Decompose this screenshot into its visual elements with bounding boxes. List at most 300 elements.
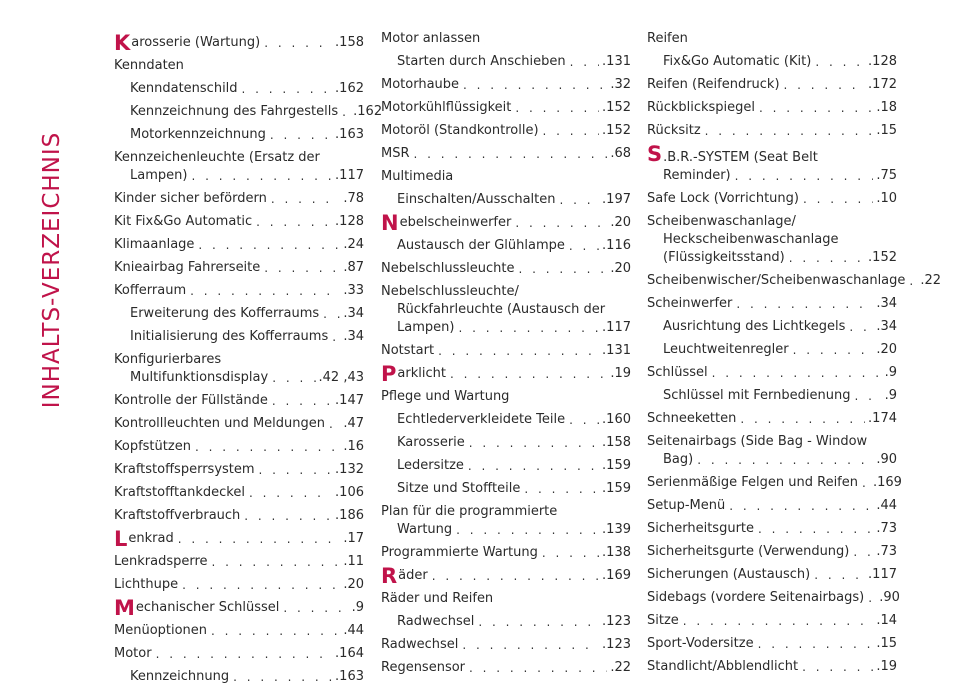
index-entry[interactable]: [381, 480, 631, 498]
entry-line: [647, 410, 897, 428]
index-entry[interactable]: [381, 590, 631, 608]
entry-label: Rücksitz: [647, 123, 701, 138]
page-number: .16: [343, 439, 364, 454]
entry-label: Kopfstützen: [114, 439, 191, 454]
entry-label: Sport-Vodersitze: [647, 636, 754, 651]
page-number: .159: [602, 481, 631, 496]
page-number: .15: [876, 123, 897, 138]
page-number: .163: [335, 127, 364, 142]
index-entry[interactable]: [114, 645, 364, 663]
entry-line: [114, 622, 364, 640]
page-number: .18: [876, 100, 897, 115]
entry-prefix: Nebelschlussleuchte/: [381, 284, 519, 299]
entry-line: [647, 387, 897, 405]
entry-label: Kontrollleuchten und Meldungen: [114, 416, 326, 431]
dot-leader: [329, 415, 340, 433]
index-entry[interactable]: [381, 76, 631, 94]
index-entry[interactable]: [114, 415, 364, 433]
entry-label: Kraftstoffsperrsystem: [114, 462, 255, 477]
entry-prefix: Seitenairbags (Side Bag - Window: [647, 434, 868, 449]
page-number: .152: [868, 250, 897, 265]
page-number: .117: [335, 168, 364, 183]
index-entry[interactable]: [647, 387, 897, 405]
index-entry[interactable]: [647, 364, 897, 382]
page-number: .34: [876, 319, 897, 334]
entry-line: [114, 507, 364, 525]
entry-line: [381, 613, 631, 631]
index-column-3: [647, 30, 942, 681]
page-number: .9: [884, 365, 897, 380]
index-entry[interactable]: [381, 237, 631, 255]
index-entry[interactable]: [381, 191, 631, 209]
entry-line: [647, 474, 902, 492]
entry-label: Schlüssel mit Fernbedienung: [663, 388, 851, 403]
index-entry[interactable]: [647, 612, 897, 630]
page-number: .174: [868, 411, 897, 426]
index-entry[interactable]: [647, 543, 897, 561]
entry-line: [381, 388, 631, 406]
dot-leader: [515, 214, 607, 232]
page-number: .73: [876, 521, 897, 536]
entry-label: Multimedia: [381, 169, 454, 184]
entry-label: Kraftstoffverbrauch: [114, 508, 241, 523]
entry-label: Reminder): [663, 168, 731, 183]
index-entry[interactable]: [114, 282, 364, 300]
page-number: .22: [920, 273, 942, 288]
section-letter: S: [647, 142, 663, 166]
entry-prefix-2: Rückfahrleuchte (Austausch der: [397, 302, 606, 317]
index-entry[interactable]: [381, 168, 631, 186]
index-entry[interactable]: [381, 260, 631, 278]
entry-label: Karosserie: [397, 435, 465, 450]
entry-label: Motorkühlflüssigkeit: [381, 100, 512, 115]
dot-leader: [793, 341, 874, 359]
index-entry[interactable]: [114, 126, 364, 144]
page-number: .158: [602, 435, 631, 450]
dot-leader: [272, 392, 332, 410]
dot-leader: [462, 636, 599, 654]
dot-leader: [683, 612, 874, 630]
entry-line: [114, 392, 364, 410]
index-entry[interactable]: [647, 76, 897, 94]
page-number: .139: [602, 522, 631, 537]
section-letter: R: [381, 564, 398, 588]
side-title-text: INHALTS-VERZEICHNIS: [39, 131, 65, 409]
index-entry[interactable]: [647, 566, 897, 584]
entry-line: [647, 272, 942, 290]
index-entry[interactable]: [114, 190, 364, 208]
page-number: .20: [610, 215, 631, 230]
dot-leader: [198, 236, 340, 254]
page-number: .172: [868, 77, 897, 92]
entry-label: Sitze: [647, 613, 679, 628]
entry-label: Radwechsel: [397, 614, 475, 629]
index-entry[interactable]: [381, 564, 631, 588]
entry-line: [381, 168, 631, 186]
dot-leader: [450, 365, 607, 383]
entry-label: Radwechsel: [381, 637, 459, 652]
entry-line: [647, 76, 897, 94]
page-number: .128: [868, 54, 897, 69]
entry-line: [381, 434, 631, 452]
index-entry[interactable]: [114, 351, 364, 387]
index-entry[interactable]: [381, 503, 631, 539]
index-entry[interactable]: [114, 668, 364, 686]
entry-label: Programmierte Wartung: [381, 545, 538, 560]
entry-label: Einschalten/Ausschalten: [397, 192, 556, 207]
page-number: .15: [876, 636, 897, 651]
index-entry[interactable]: [381, 544, 631, 562]
index-entry[interactable]: [647, 122, 897, 140]
index-column-2: [381, 30, 631, 682]
entry-prefix: Konfigurierbares: [114, 352, 222, 367]
index-entry[interactable]: [381, 636, 631, 654]
page-number: .138: [602, 545, 631, 560]
index-entry[interactable]: [114, 80, 364, 98]
page-number: .44: [876, 498, 897, 513]
entry-label: Kennzeichnung: [130, 669, 230, 684]
entry-line: [114, 126, 364, 144]
entry-line: [114, 596, 364, 620]
entry-label: Notstart: [381, 343, 435, 358]
dot-leader: [438, 342, 599, 360]
page-number: .147: [335, 393, 364, 408]
entry-label: Sidebags (vordere Seitenairbags): [647, 590, 865, 605]
dot-leader: [705, 122, 874, 140]
entry-label: Räder und Reifen: [381, 591, 494, 606]
page-number: .34: [343, 306, 364, 321]
dot-leader: [758, 635, 874, 653]
entry-label: Wartung: [397, 522, 453, 537]
dot-leader: [178, 530, 341, 548]
dot-leader: [515, 99, 599, 117]
entry-line: [647, 53, 897, 71]
entry-label: arosserie (Wartung): [131, 35, 261, 50]
entry-line: [647, 364, 897, 382]
index-entry[interactable]: [647, 295, 897, 313]
page-number: .197: [602, 192, 631, 207]
index-entry[interactable]: [114, 527, 364, 551]
dot-leader: [264, 259, 340, 277]
entry-prefix-2: Heckscheibenwaschanlage: [663, 232, 839, 247]
index-entry[interactable]: [381, 30, 631, 48]
entry-line: [381, 362, 631, 386]
index-entry[interactable]: [114, 57, 364, 75]
index-entry[interactable]: [647, 589, 900, 607]
dot-leader: [849, 318, 873, 336]
entry-line: [114, 190, 364, 208]
section-letter: L: [114, 527, 128, 551]
dot-leader: [524, 480, 599, 498]
index-entry[interactable]: [647, 272, 942, 290]
entry-line: [381, 76, 631, 94]
page-number: .47: [343, 416, 364, 431]
entry-line: [114, 553, 364, 571]
entry-label: Reifen: [647, 31, 688, 46]
dot-leader: [332, 328, 340, 346]
dot-leader: [272, 369, 315, 387]
index-entry[interactable]: [114, 461, 364, 479]
index-entry[interactable]: [381, 457, 631, 475]
entry-prefix: Scheibenwaschanlage/: [647, 214, 796, 229]
dot-leader: [195, 438, 340, 456]
index-entry[interactable]: [647, 474, 902, 492]
entry-line: [381, 590, 631, 608]
index-entry[interactable]: [114, 553, 364, 571]
index-entry[interactable]: [114, 305, 364, 323]
entry-line: [114, 645, 364, 663]
entry-label: arklicht: [397, 366, 446, 381]
entry-label: Scheinwerfer: [647, 296, 733, 311]
page-number: .22: [610, 660, 631, 675]
page-number: .90: [879, 590, 900, 605]
index-entry[interactable]: [381, 434, 631, 452]
entry-line: [647, 318, 897, 336]
dot-leader: [736, 295, 873, 313]
page-number: .73: [876, 544, 897, 559]
entry-label: Serienmäßige Felgen und Reifen: [647, 475, 858, 490]
index-entry[interactable]: [381, 145, 631, 163]
index-entry[interactable]: [647, 213, 897, 267]
index-entry[interactable]: [114, 622, 364, 640]
entry-line: [114, 80, 364, 98]
page-number: .132: [335, 462, 364, 477]
entry-label: Safe Lock (Vorrichtung): [647, 191, 799, 206]
index-entry[interactable]: [114, 236, 364, 254]
page-number: .20: [876, 342, 897, 357]
index-entry[interactable]: [114, 259, 364, 277]
dot-leader: [211, 622, 340, 640]
index-entry[interactable]: [647, 190, 897, 208]
page-number: .152: [602, 100, 631, 115]
entry-line: [381, 99, 631, 117]
dot-leader: [712, 364, 882, 382]
dot-leader: [560, 191, 600, 209]
dot-leader: [323, 305, 340, 323]
entry-label: Motorhaube: [381, 77, 460, 92]
entry-line: [647, 635, 897, 653]
page-number: .19: [876, 659, 897, 674]
dot-leader: [271, 190, 340, 208]
index-entry[interactable]: [114, 213, 364, 231]
index-entry[interactable]: [647, 635, 897, 653]
entry-line: [114, 527, 364, 551]
index-column-1: [114, 30, 383, 691]
page-number: .123: [602, 614, 631, 629]
dot-leader: [542, 544, 599, 562]
dot-leader: [259, 461, 333, 479]
dot-leader: [156, 645, 332, 663]
dot-leader: [432, 567, 599, 585]
index-entry[interactable]: [647, 99, 897, 117]
dot-leader: [270, 126, 332, 144]
index-entry[interactable]: [114, 31, 364, 55]
page-number: .34: [343, 329, 364, 344]
index-entry[interactable]: [114, 328, 364, 346]
dot-leader: [740, 410, 865, 428]
index-entry[interactable]: [381, 283, 631, 337]
page-number: .44: [343, 623, 364, 638]
dot-leader: [469, 659, 607, 677]
entry-line: [114, 415, 364, 433]
entry-line: [381, 30, 631, 48]
page-number: .11: [343, 554, 364, 569]
entry-label: Kofferraum: [114, 283, 187, 298]
page-number: .42 ,43: [318, 370, 364, 385]
index-entry[interactable]: [381, 388, 631, 406]
entry-line: [114, 236, 364, 254]
index-entry[interactable]: [381, 122, 631, 140]
entry-line: [647, 566, 897, 584]
index-entry[interactable]: [647, 433, 897, 469]
entry-line: [647, 520, 897, 538]
entry-label: Nebelschlussleuchte: [381, 261, 515, 276]
entry-line: [647, 30, 897, 48]
entry-prefix: Plan für die programmierte: [381, 504, 558, 519]
dot-leader: [697, 451, 873, 469]
entry-line: [381, 211, 631, 235]
dot-leader: [543, 122, 600, 140]
dot-leader: [735, 167, 874, 185]
page-number: .162: [353, 104, 383, 119]
dot-leader: [212, 553, 341, 571]
entry-label: Lenkradsperre: [114, 554, 208, 569]
page-number: .20: [343, 577, 364, 592]
index-entry[interactable]: [114, 392, 364, 410]
page-number: .152: [602, 123, 631, 138]
entry-line: [647, 249, 897, 267]
entry-line: [114, 484, 364, 502]
entry-line: [114, 328, 364, 346]
index-entry[interactable]: [381, 411, 631, 429]
index-entry[interactable]: [114, 576, 364, 594]
index-entry[interactable]: [647, 520, 897, 538]
entry-label: Lichthupe: [114, 577, 179, 592]
entry-line: [381, 480, 631, 498]
entry-prefix: Kennzeichenleuchte (Ersatz der: [114, 150, 320, 165]
dot-leader: [814, 566, 865, 584]
index-entry[interactable]: [647, 341, 897, 359]
index-entry[interactable]: [381, 342, 631, 360]
entry-line: [647, 543, 897, 561]
index-entry[interactable]: [647, 318, 897, 336]
index-entry[interactable]: [381, 613, 631, 631]
entry-line: [114, 57, 364, 75]
page-number: .164: [335, 646, 364, 661]
page-number: .10: [876, 191, 897, 206]
index-entry[interactable]: [381, 53, 631, 71]
page-number: .117: [602, 320, 631, 335]
page-number: .32: [610, 77, 631, 92]
index-entry[interactable]: [647, 142, 897, 185]
entry-label: Kenndatenschild: [130, 81, 238, 96]
index-entry[interactable]: [381, 362, 631, 386]
entry-label: ebelscheinwerfer: [399, 215, 512, 230]
entry-label: enkrad: [128, 531, 174, 546]
dot-leader: [802, 658, 873, 676]
dot-leader: [264, 34, 332, 52]
entry-label: Sicherungen (Austausch): [647, 567, 811, 582]
index-entry[interactable]: [647, 30, 897, 48]
entry-label: Pflege und Wartung: [381, 389, 510, 404]
index-entry[interactable]: [114, 149, 364, 185]
entry-label: Ausrichtung des Lichtkegels: [663, 319, 846, 334]
entry-label: Lampen): [130, 168, 188, 183]
entry-label: Ledersitze: [397, 458, 464, 473]
entry-label: Sicherheitsgurte: [647, 521, 755, 536]
entry-label: (Flüssigkeitsstand): [663, 250, 785, 265]
page-number: .117: [868, 567, 897, 582]
dot-leader: [191, 167, 332, 185]
index-entry[interactable]: [381, 659, 631, 677]
dot-leader: [283, 599, 348, 617]
entry-label: Kenndaten: [114, 58, 184, 73]
page-number: .9: [884, 388, 897, 403]
dot-leader: [569, 237, 599, 255]
entry-label: Regensensor: [381, 660, 466, 675]
page-number: .19: [610, 366, 631, 381]
dot-leader: [570, 53, 599, 71]
entry-label: Kinder sicher befördern: [114, 191, 267, 206]
dot-leader: [729, 497, 873, 515]
index-entry[interactable]: [647, 410, 897, 428]
index-entry[interactable]: [114, 507, 364, 525]
index-entry[interactable]: [647, 497, 897, 515]
page-number: .128: [335, 214, 364, 229]
entry-line: [647, 658, 897, 676]
dot-leader: [759, 99, 873, 117]
page-number: .169: [602, 568, 631, 583]
index-entry[interactable]: [381, 211, 631, 235]
entry-label: Klimaanlage: [114, 237, 195, 252]
entry-line: [647, 589, 900, 607]
index-entry[interactable]: [647, 658, 897, 676]
index-entry[interactable]: [114, 596, 364, 620]
index-entry[interactable]: [114, 438, 364, 456]
page-number: .24: [343, 237, 364, 252]
dot-leader: [242, 80, 333, 98]
index-entry[interactable]: [114, 484, 364, 502]
page-number: .17: [343, 531, 364, 546]
entry-label: Initialisierung des Kofferraums: [130, 329, 329, 344]
dot-leader: [468, 457, 599, 475]
entry-line: [647, 295, 897, 313]
page-number: .131: [602, 54, 631, 69]
index-entry[interactable]: [381, 99, 631, 117]
index-entry[interactable]: [114, 103, 383, 121]
entry-line: [647, 612, 897, 630]
dot-leader: [909, 272, 917, 290]
entry-label: Kontrolle der Füllstände: [114, 393, 268, 408]
dot-leader: [233, 668, 332, 686]
dot-leader: [469, 434, 599, 452]
entry-label: Starten durch Anschieben: [397, 54, 566, 69]
entry-line: [114, 369, 364, 387]
entry-line: [647, 190, 897, 208]
section-letter: N: [381, 211, 399, 235]
entry-line: [381, 544, 631, 562]
index-entry[interactable]: [647, 53, 897, 71]
entry-line: [647, 341, 897, 359]
dot-leader: [458, 319, 599, 337]
dot-leader: [249, 484, 332, 502]
dot-leader: [182, 576, 340, 594]
entry-line: [381, 564, 631, 588]
dot-leader: [815, 53, 865, 71]
entry-label: Setup-Menü: [647, 498, 726, 513]
page-number: .186: [335, 508, 364, 523]
section-letter: P: [381, 362, 397, 386]
